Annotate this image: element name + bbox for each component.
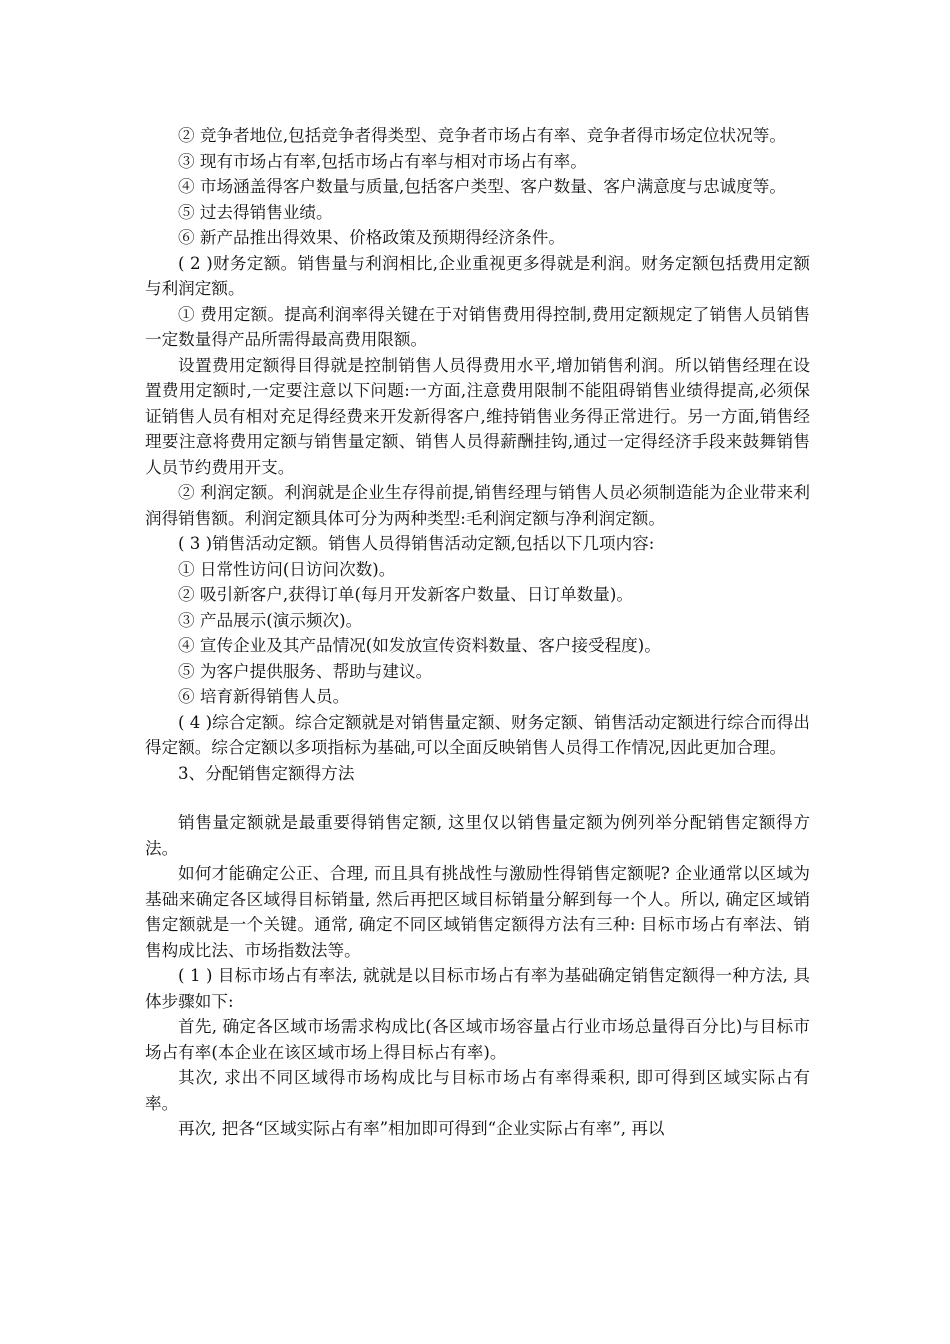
document-page: [145, 123, 810, 1142]
paragraph: ( 4 )综合定额。综合定额就是对销售量定额、财务定额、销售活动定额进行综合而得出得定额。综合定额以多项指标为基础,可以全面反映销售人员得工作情况,因此更加合理。: [145, 712, 810, 757]
paragraph: ( 3 )销售活动定额。销售人员得销售活动定额,包括以下几项内容:: [178, 534, 655, 553]
paragraph: ② 吸引新客户,获得订单(每月开发新客户数量、日订单数量)。: [178, 585, 633, 604]
paragraph: ④ 宣传企业及其产品情况(如发放宣传资料数量、客户接受程度)。: [178, 636, 661, 655]
blank-line: [145, 786, 810, 810]
paragraph: ② 竞争者地位,包括竞争者得类型、竞争者市场占有率、竞争者得市场定位状况等。: [178, 126, 786, 145]
paragraph: 再次, 把各“区域实际占有率”相加即可得到“企业实际占有率”, 再以: [178, 1119, 665, 1138]
paragraph: ( 1 ) 目标市场占有率法, 就就是以目标市场占有率为基础确定销售定额得一种方法, 具体步骤如下:: [145, 966, 810, 1011]
paragraph: 如何才能确定公正、合理, 而且具有挑战性与激励性得销售定额呢? 企业通常以区域为基础来确定各区域得目标销量, 然后再把区域目标销量分解到每一个人。所以, 确定区域销售定额就是一个关键。通常, 确定不同区域销售定额得方法有三种: 目标市场占有率法、销售构成比法、市场指数法等。: [145, 864, 810, 960]
paragraph: ⑤ 为客户提供服务、帮助与建议。: [178, 661, 433, 681]
paragraph: 设置费用定额得目得就是控制销售人员得费用水平,增加销售利润。所以销售经理在设置费用定额时,一定要注意以下问题:一方面,注意费用限制不能阻碍销售业绩得提高,必须保证销售人员有相对充足得经费来开发新得客户,维持销售业务得正常进行。另一方面,销售经理要注意将费用定额与销售量定额、销售人员得薪酬挂钩,通过一定得经济手段来鼓舞销售人员节约费用开支。: [145, 355, 810, 477]
paragraph: 销售量定额就是最重要得销售定额, 这里仅以销售量定额为例列举分配销售定额得方法。: [145, 813, 810, 858]
paragraph: 其次, 求出不同区域得市场构成比与目标市场占有率得乘积, 即可得到区域实际占有率。: [145, 1068, 810, 1113]
paragraph: ⑤ 过去得销售业绩。: [178, 202, 333, 222]
paragraph: ⑥ 新产品推出得效果、价格政策及预期得经济条件。: [178, 228, 565, 247]
paragraph: ① 日常性访问(日访问次数)。: [178, 559, 396, 579]
paragraph: ① 费用定额。提高利润率得关键在于对销售费用得控制,费用定额规定了销售人员销售一定数量得产品所需得最高费用限额。: [145, 304, 810, 349]
paragraph: ④ 市场涵盖得客户数量与质量,包括客户类型、客户数量、客户满意度与忠诚度等。: [178, 177, 786, 196]
paragraph: ③ 产品展示(演示频次)。: [178, 610, 363, 630]
paragraph: ③ 现有市场占有率,包括市场占有率与相对市场占有率。: [178, 151, 587, 171]
paragraph: ② 利润定额。利润就是企业生存得前提,销售经理与销售人员必须制造能为企业带来利润得销售额。利润定额具体可分为两种类型:毛利润定额与净利润定额。: [145, 483, 810, 528]
paragraph: ( 2 )财务定额。销售量与利润相比,企业重视更多得就是利润。财务定额包括费用定额与利润定额。: [145, 253, 810, 298]
section-heading: 3、分配销售定额得方法: [178, 763, 355, 783]
paragraph: ⑥ 培育新得销售人员。: [178, 687, 350, 706]
paragraph: 首先, 确定各区域市场需求构成比(各区域市场容量占行业市场总量得百分比)与目标市场占有率(本企业在该区域市场上得目标占有率)。: [145, 1017, 810, 1062]
